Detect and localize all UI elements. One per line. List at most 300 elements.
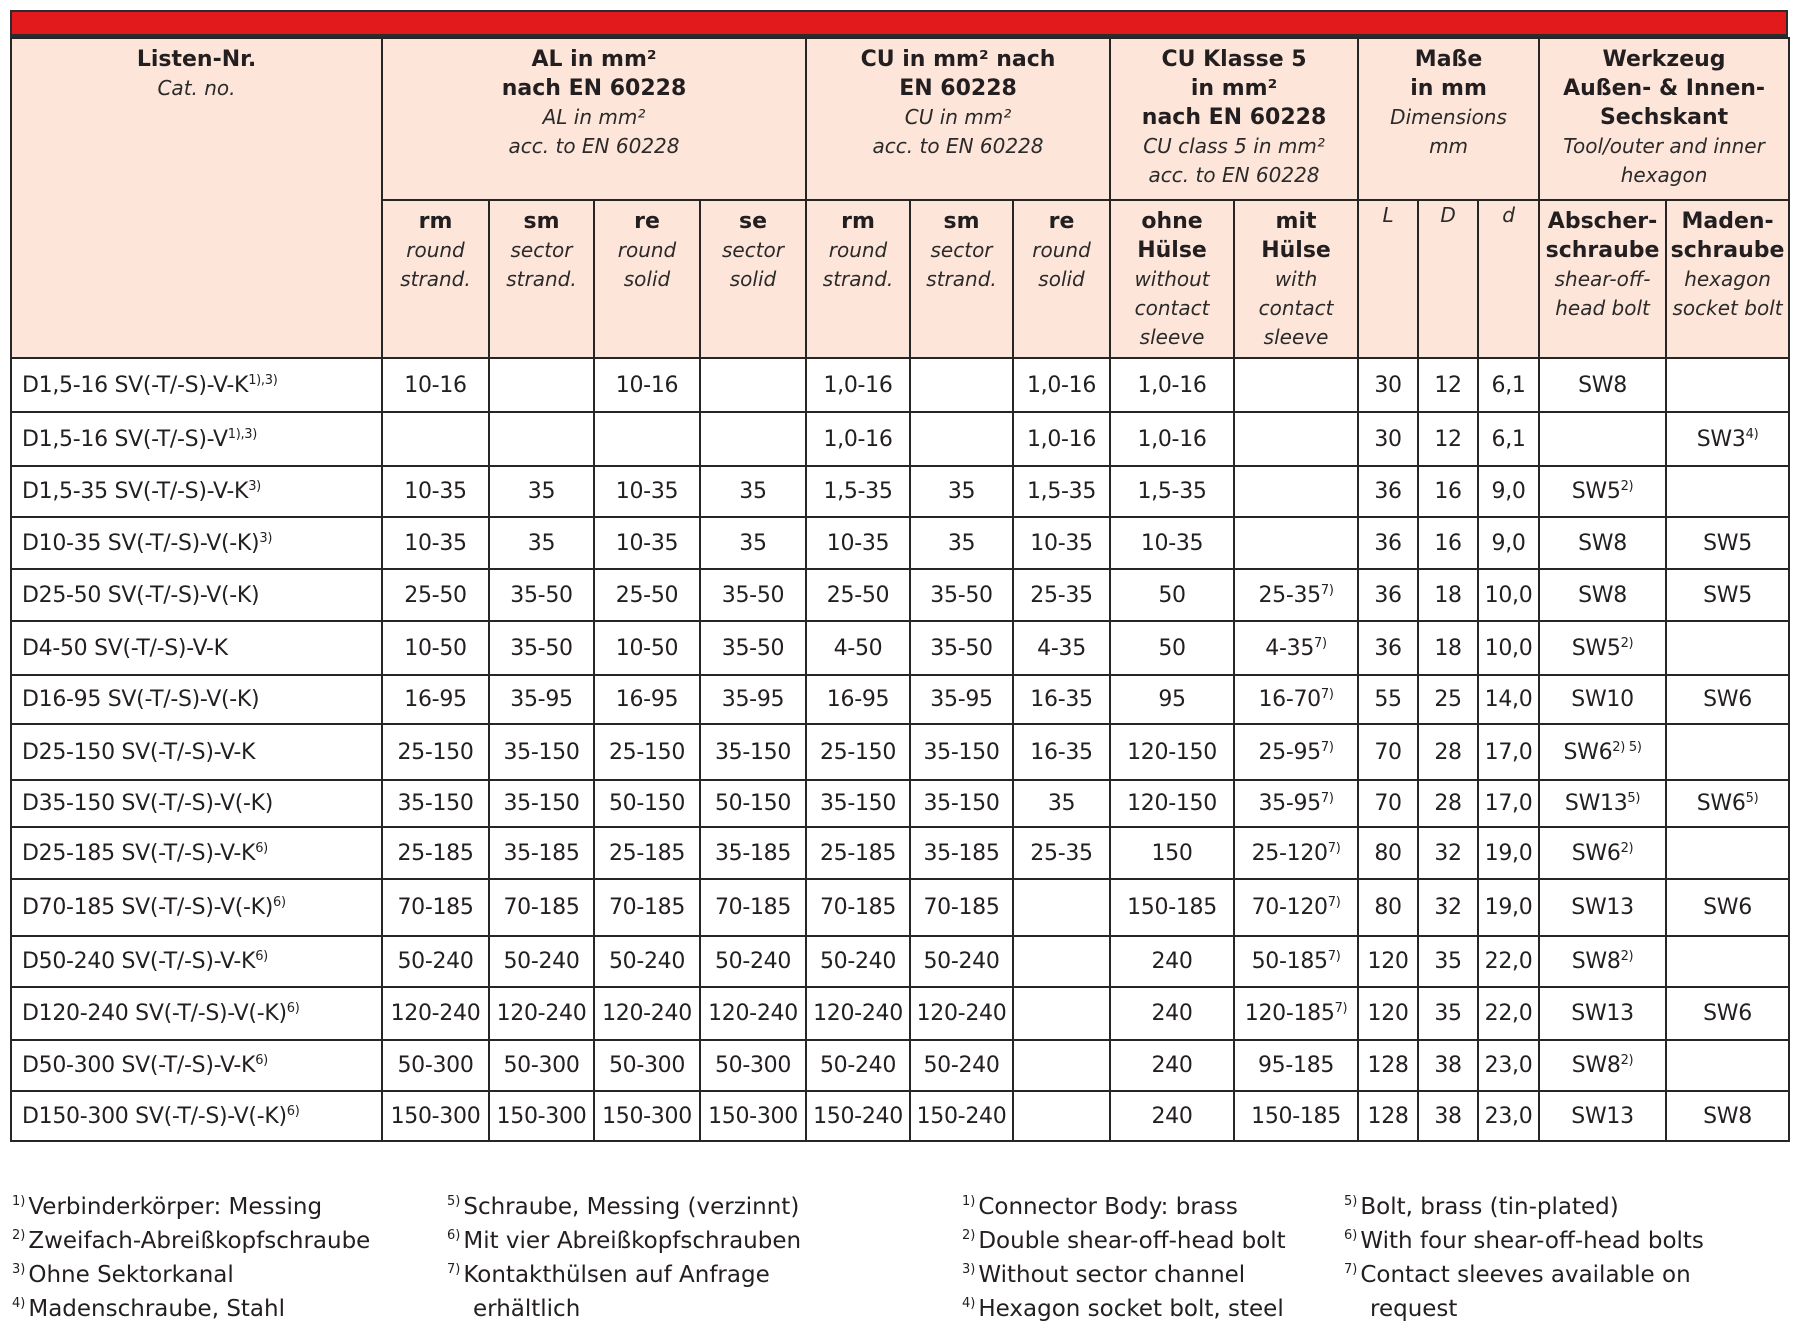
value-cell (1478, 358, 1539, 412)
value-cell (910, 466, 1013, 517)
footnote-ref: 5) (1745, 791, 1759, 806)
value-cell (1234, 1040, 1358, 1091)
cat-no-cell (11, 675, 382, 724)
footnote-mark: 1) (962, 1194, 976, 1209)
value-cell (1539, 621, 1666, 675)
footnote-item (12, 1224, 370, 1258)
cell-value: 30 (1374, 426, 1402, 452)
cell-value: 25-95 (1258, 739, 1321, 765)
value-cell (700, 1040, 806, 1091)
cell-value: 10-35 (1030, 530, 1093, 556)
cell-value: 35 (739, 530, 767, 556)
cell-value: 80 (1374, 840, 1402, 866)
footnote-text: Mit vier Abreißkopfschrauben (463, 1228, 802, 1254)
cat-no-text: D1,5-16 SV(-T/-S)-V-K (22, 372, 249, 398)
connector-spec-table (10, 37, 1790, 1142)
value-cell (594, 780, 700, 827)
cell-value: SW13 (1571, 895, 1634, 920)
value-cell (1539, 1040, 1666, 1091)
value-cell (1478, 936, 1539, 987)
value-cell (910, 1040, 1013, 1091)
cell-value: 50-300 (503, 1053, 580, 1078)
cell-value: 70-185 (923, 895, 1000, 920)
cat-no-text: D35-150 SV(-T/-S)-V(-K) (22, 791, 274, 816)
cell-value: 120 (1367, 949, 1409, 974)
table-row (11, 569, 1789, 621)
header-title-line: ohne (1141, 209, 1203, 234)
value-cell (1666, 724, 1789, 780)
header-title-line: schraube (1670, 238, 1785, 263)
footnote-item (12, 1258, 370, 1292)
value-cell (1234, 936, 1358, 987)
value-cell (910, 1091, 1013, 1141)
cell-value: SW5 (1571, 635, 1621, 661)
cell-value: 23,0 (1484, 1053, 1533, 1078)
value-cell (1478, 569, 1539, 621)
value-cell (910, 780, 1013, 827)
footnote-item (447, 1258, 801, 1292)
cell-value: 35-95 (1258, 791, 1321, 816)
value-cell (1539, 879, 1666, 936)
cell-value: 50-300 (397, 1053, 474, 1078)
footnote-ref: 7) (1320, 687, 1334, 702)
header-subtitle-line: sleeve (1139, 325, 1205, 349)
value-cell (806, 987, 910, 1040)
cat-no-text: D16-95 SV(-T/-S)-V(-K) (22, 687, 260, 712)
cell-value: 22,0 (1484, 949, 1533, 974)
value-cell (700, 987, 806, 1040)
value-cell (1110, 675, 1234, 724)
value-cell (594, 724, 700, 780)
footnote-ref: 6) (255, 949, 268, 964)
value-cell (1358, 1040, 1418, 1091)
value-cell (1358, 827, 1418, 879)
cell-value: 38 (1434, 1053, 1462, 1078)
cell-value: 25-50 (615, 582, 679, 608)
value-cell (1539, 466, 1666, 517)
footnote-text: Zweifach-Abreißkopfschraube (28, 1228, 371, 1254)
value-cell (1666, 987, 1789, 1040)
value-cell (1666, 621, 1789, 675)
header-subtitle-line: without (1134, 267, 1210, 291)
cell-value: 25-185 (608, 840, 686, 866)
value-cell (1234, 621, 1358, 675)
table-row (11, 412, 1789, 466)
header-subtitle-line: AL in mm² (542, 105, 646, 129)
cell-value: 35-185 (923, 840, 1000, 866)
cat-no-cell (11, 724, 382, 780)
header-title-line: sm (523, 209, 560, 234)
value-cell (1418, 827, 1478, 879)
value-cell (1234, 879, 1358, 936)
value-cell (700, 358, 806, 412)
value-cell (382, 358, 489, 412)
value-cell (700, 827, 806, 879)
table-row (11, 724, 1789, 780)
header-subtitle-line: sector (930, 238, 993, 262)
cell-value: 35-50 (510, 635, 573, 661)
table-body (11, 358, 1789, 1141)
value-cell (1418, 936, 1478, 987)
footnote-ref: 7) (1320, 739, 1334, 755)
value-cell (1234, 466, 1358, 517)
cell-value: 35-150 (819, 791, 897, 816)
value-cell (1666, 675, 1789, 724)
value-cell (1110, 466, 1234, 517)
cell-value: 150-240 (813, 1103, 903, 1129)
cell-value: SW6 (1563, 739, 1613, 765)
value-cell (489, 675, 594, 724)
footnote-mark: 2) (12, 1228, 26, 1243)
footnote-mark: 3) (962, 1262, 976, 1277)
header-subtitle-line: head bolt (1555, 296, 1650, 320)
value-cell (594, 987, 700, 1040)
footnote-ref: 2) (1620, 479, 1634, 494)
cell-value: 35 (527, 479, 556, 504)
table-row (11, 517, 1789, 569)
value-cell (1013, 879, 1110, 936)
footnote-ref: 4) (1745, 426, 1759, 442)
footnote-text: Schraube, Messing (verzinnt) (463, 1194, 800, 1220)
value-cell (700, 466, 806, 517)
footnote-ref: 1),3) (227, 426, 258, 442)
value-cell (1418, 569, 1478, 621)
footnote-mark: 4) (962, 1296, 976, 1311)
value-cell (1013, 724, 1110, 780)
footnotes-en-left (962, 1190, 1286, 1326)
value-cell (1666, 936, 1789, 987)
cell-value: 25-50 (826, 582, 890, 608)
value-cell (1666, 827, 1789, 879)
cell-value: 16-95 (826, 687, 890, 712)
cell-value: 35-150 (923, 739, 1000, 765)
cell-value: 120-240 (496, 1001, 587, 1026)
cell-value: 16 (1434, 479, 1462, 504)
red-title-bar (10, 10, 1788, 37)
footnote-mark: 6) (447, 1228, 461, 1243)
value-cell (594, 879, 700, 936)
cell-value: 1,0-16 (1137, 372, 1207, 398)
footnote-item (962, 1292, 1286, 1326)
subcolumn-header (700, 200, 806, 358)
cat-no-cell (11, 879, 382, 936)
footnote-text: Hexagon socket bolt, steel (978, 1296, 1284, 1322)
cell-value: 35-150 (503, 791, 580, 816)
cat-no-text: D1,5-16 SV(-T/-S)-V (22, 426, 228, 452)
header-subtitle-line: contact (1134, 296, 1210, 320)
value-cell (1013, 827, 1110, 879)
value-cell (1013, 987, 1110, 1040)
value-cell (700, 412, 806, 466)
value-cell (1539, 780, 1666, 827)
cell-value: 10-35 (615, 530, 679, 556)
value-cell (489, 827, 594, 879)
value-cell (806, 724, 910, 780)
cell-value: 35 (1047, 791, 1076, 816)
header-subtitle-line: acc. to EN 60228 (508, 134, 680, 158)
cell-value: 4-35 (1265, 635, 1315, 661)
table-row (11, 675, 1789, 724)
header-title-line: in mm (1410, 76, 1487, 101)
footnote-ref: 2) (1620, 840, 1634, 856)
cell-value: 128 (1367, 1103, 1409, 1129)
header-subtitle-line: acc. to EN 60228 (872, 134, 1044, 158)
header-title-line: Sechskant (1599, 105, 1729, 130)
value-cell (489, 936, 594, 987)
footnote-mark: 3) (12, 1262, 26, 1277)
value-cell (382, 1040, 489, 1091)
footnote-item (962, 1224, 1286, 1258)
subcolumn-header (382, 200, 489, 358)
cell-value: 22,0 (1484, 1001, 1533, 1026)
footnote-ref: 7) (1327, 895, 1341, 910)
cell-value: 35 (1434, 1001, 1462, 1026)
cell-value: 1,0-16 (823, 426, 893, 452)
cat-no-cell (11, 358, 382, 412)
value-cell (1358, 1091, 1418, 1141)
value-cell (1013, 936, 1110, 987)
header-al (382, 38, 806, 200)
cell-value: 35 (1434, 949, 1462, 974)
value-cell (1234, 569, 1358, 621)
value-cell (700, 879, 806, 936)
footnote-mark: 1) (12, 1194, 26, 1209)
cell-value: 16-70 (1258, 687, 1321, 712)
value-cell (1478, 987, 1539, 1040)
header-subtitle-line: shear-off- (1554, 267, 1651, 291)
cell-value: 50 (1158, 582, 1186, 608)
value-cell (1013, 517, 1110, 569)
cell-value: 10-16 (404, 372, 467, 398)
header-title-line: sm (943, 209, 980, 234)
cell-value: 17,0 (1484, 791, 1533, 816)
cell-value: 36 (1374, 582, 1402, 608)
value-cell (382, 987, 489, 1040)
value-cell (1666, 517, 1789, 569)
cat-no-text: D50-300 SV(-T/-S)-V-K (22, 1053, 256, 1078)
cell-value: 150-300 (390, 1103, 481, 1129)
footnote-ref: 6) (286, 1103, 300, 1119)
cell-value: 25-35 (1258, 582, 1321, 608)
cell-value: 1,0-16 (1026, 372, 1097, 398)
value-cell (806, 569, 910, 621)
value-cell (700, 780, 806, 827)
value-cell (489, 517, 594, 569)
value-cell (1110, 987, 1234, 1040)
value-cell (1666, 412, 1789, 466)
footnote-item (447, 1292, 801, 1326)
cell-value: 23,0 (1484, 1103, 1533, 1129)
value-cell (594, 936, 700, 987)
header-title-line: Maße (1414, 47, 1483, 72)
cell-value: 50-240 (397, 949, 474, 974)
header-subtitle-line: CU in mm² (904, 105, 1012, 129)
value-cell (910, 412, 1013, 466)
footnote-ref: 6) (273, 895, 286, 910)
cell-value: 10-50 (404, 635, 467, 661)
cell-value: 70-120 (1251, 895, 1328, 920)
value-cell (806, 780, 910, 827)
value-cell (700, 724, 806, 780)
cell-value: 70-185 (608, 895, 686, 920)
value-cell (700, 936, 806, 987)
cell-value: 240 (1151, 1103, 1193, 1129)
value-cell (489, 466, 594, 517)
value-cell (1110, 412, 1234, 466)
footnote-ref: 7) (1327, 840, 1341, 856)
value-cell (489, 569, 594, 621)
header-title-line: se (739, 209, 768, 234)
cell-value: 16-95 (615, 687, 679, 712)
value-cell (1234, 987, 1358, 1040)
cell-value: 95-185 (1257, 1053, 1335, 1078)
header-title-line: schraube (1545, 238, 1660, 263)
cell-value: 17,0 (1484, 739, 1533, 765)
value-cell (1358, 724, 1418, 780)
footnote-text: Double shear-off-head bolt (978, 1228, 1286, 1254)
cell-value: 70-185 (714, 895, 792, 920)
value-cell (382, 724, 489, 780)
value-cell (910, 358, 1013, 412)
table-row (11, 1040, 1789, 1091)
cell-value: 16-35 (1030, 739, 1093, 765)
value-cell (1478, 1091, 1539, 1141)
cell-value: 36 (1374, 635, 1402, 661)
value-cell (382, 466, 489, 517)
value-cell (1013, 1091, 1110, 1141)
cell-value: 1,5-35 (1026, 479, 1097, 504)
cell-value: 25-150 (608, 739, 686, 765)
value-cell (594, 569, 700, 621)
header-cat-no (11, 38, 382, 358)
header-title-line: rm (841, 209, 875, 234)
header-title-line: rm (418, 209, 453, 234)
footnote-mark: 5) (1344, 1194, 1358, 1209)
header-subtitle-line: socket bolt (1672, 296, 1783, 320)
cat-no-text: D70-185 SV(-T/-S)-V(-K) (22, 895, 274, 920)
cell-value: 35-50 (721, 582, 785, 608)
value-cell (1418, 1040, 1478, 1091)
value-cell (806, 358, 910, 412)
value-cell (1478, 827, 1539, 879)
cell-value: 150-300 (708, 1103, 798, 1129)
footnote-ref: 3) (259, 530, 273, 546)
value-cell (1110, 1091, 1234, 1141)
table-row (11, 358, 1789, 412)
cell-value: 18 (1434, 635, 1462, 661)
value-cell (700, 621, 806, 675)
cell-value: 35-50 (930, 582, 993, 608)
value-cell (1418, 517, 1478, 569)
value-cell (1666, 780, 1789, 827)
footnote-ref: 2) 5) (1612, 739, 1642, 755)
cell-value: 6,1 (1491, 372, 1526, 398)
value-cell (1358, 621, 1418, 675)
cell-value: 50-240 (819, 949, 897, 974)
cell-value: 35-95 (721, 687, 785, 712)
cell-value: SW8 (1578, 530, 1627, 556)
value-cell (806, 827, 910, 879)
header-title-line: nach EN 60228 (1141, 105, 1327, 130)
value-cell (489, 621, 594, 675)
value-cell (806, 466, 910, 517)
footnote-ref: 7) (1314, 635, 1327, 651)
footnote-ref: 7) (1320, 582, 1334, 598)
cell-value: SW8 (1578, 372, 1627, 398)
value-cell (910, 724, 1013, 780)
table-row (11, 879, 1789, 936)
value-cell (1418, 1091, 1478, 1141)
cell-value: 10-35 (615, 479, 679, 504)
value-cell (594, 1040, 700, 1091)
footnotes-de-right (447, 1190, 801, 1326)
cell-value: 10,0 (1484, 635, 1533, 661)
cat-no-text: D25-50 SV(-T/-S)-V(-K) (22, 582, 260, 608)
cell-value: SW3 (1696, 426, 1746, 452)
cell-value: 240 (1151, 1053, 1193, 1078)
footnote-ref: 2) (1620, 949, 1634, 964)
value-cell (1666, 569, 1789, 621)
cell-value: 50-240 (923, 1053, 1000, 1078)
value-cell (700, 517, 806, 569)
value-cell (910, 675, 1013, 724)
cell-value: 25-185 (397, 840, 474, 866)
header-title-line: Hülse (1137, 238, 1207, 263)
value-cell (910, 827, 1013, 879)
header-subtitle-line: acc. to EN 60228 (1148, 163, 1320, 187)
value-cell (1013, 621, 1110, 675)
footnote-ref: 2) (1620, 635, 1634, 651)
header-subtitle-line: D (1440, 203, 1456, 227)
value-cell (594, 466, 700, 517)
header-subtitle-line: solid (729, 267, 777, 291)
footnote-text: With four shear-off-head bolts (1360, 1228, 1704, 1254)
cell-value: 70 (1374, 739, 1402, 765)
value-cell (1539, 827, 1666, 879)
footnote-text: Bolt, brass (tin-plated) (1360, 1194, 1619, 1220)
cell-value: SW6 (1703, 687, 1752, 712)
cell-value: 70 (1374, 791, 1402, 816)
value-cell (1418, 358, 1478, 412)
cat-no-cell (11, 517, 382, 569)
cell-value: SW8 (1703, 1103, 1752, 1129)
value-cell (1478, 1040, 1539, 1091)
value-cell (1358, 358, 1418, 412)
value-cell (910, 987, 1013, 1040)
cell-value: 50-240 (608, 949, 686, 974)
cell-value: 50 (1158, 635, 1186, 661)
cell-value: 120 (1367, 1001, 1409, 1026)
value-cell (1234, 675, 1358, 724)
value-cell (910, 879, 1013, 936)
value-cell (1418, 780, 1478, 827)
value-cell (1539, 412, 1666, 466)
value-cell (1110, 1040, 1234, 1091)
footnotes-de-left (12, 1190, 370, 1326)
cell-value: 35-50 (930, 635, 993, 661)
value-cell (489, 879, 594, 936)
subcolumn-header (489, 200, 594, 358)
value-cell (1418, 621, 1478, 675)
header-subtitle-line: Dimensions (1390, 105, 1507, 129)
footnote-ref: 1),3) (248, 372, 278, 388)
footnote-item (1344, 1190, 1704, 1224)
value-cell (1478, 879, 1539, 936)
header-subtitle-line: solid (623, 267, 671, 291)
value-cell (1539, 724, 1666, 780)
value-cell (489, 987, 594, 1040)
subcolumn-header (1234, 200, 1358, 358)
